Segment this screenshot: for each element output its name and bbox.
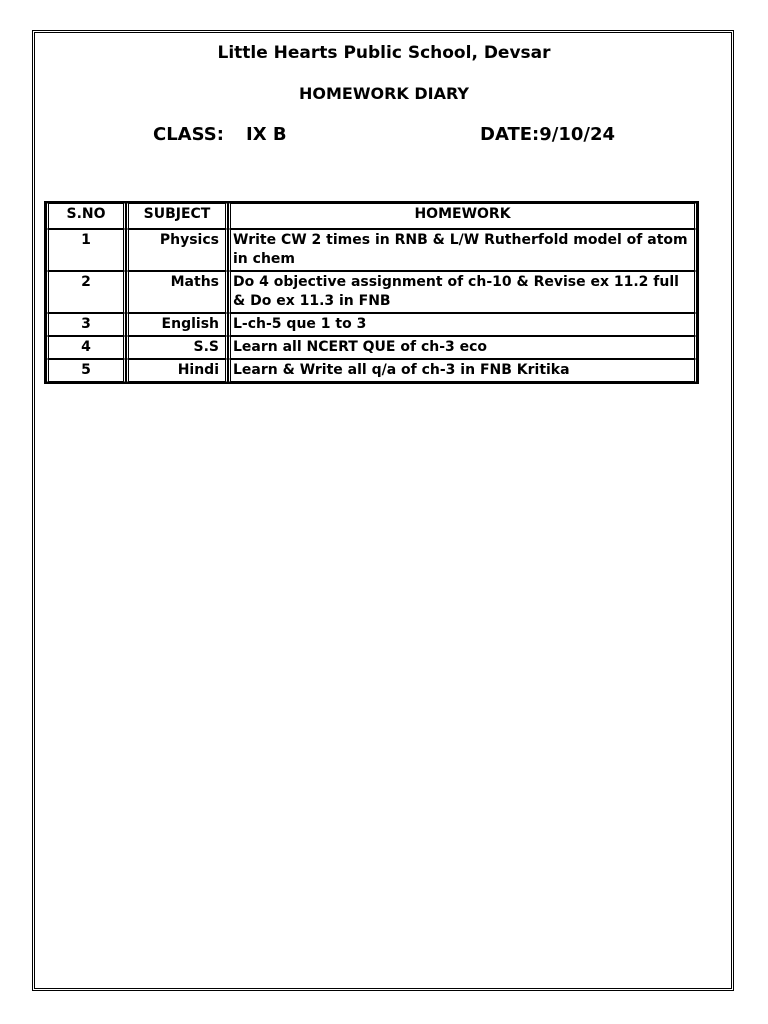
row-subject: S.S [126,336,228,359]
row-subject: English [126,313,228,336]
diary-title: HOMEWORK DIARY [298,84,470,103]
header-homework: HOMEWORK [228,203,697,229]
table-row [46,336,697,359]
row-subject: Physics [126,229,228,271]
row-sno: 4 [46,336,126,359]
table-row [46,359,697,382]
page-border [32,30,734,991]
class-value: IX B [246,124,287,145]
school-name: Little Hearts Public School, Devsar [217,43,551,63]
table-header-row [46,203,697,229]
row-subject: Hindi [126,359,228,382]
row-homework: L-ch-5 que 1 to 3 [228,313,697,336]
class-label: CLASS: [153,124,224,145]
row-homework: Learn & Write all q/a of ch-3 in FNB Kritika [228,359,697,382]
row-sno: 3 [46,313,126,336]
date-label: DATE:9/10/24 [480,124,616,145]
row-sno: 1 [46,229,126,271]
row-sno: 2 [46,271,126,313]
row-homework: Learn all NCERT QUE of ch-3 eco [228,336,697,359]
table-row [46,271,697,313]
row-homework: Do 4 objective assignment of ch-10 & Revise ex 11.2 full & Do ex 11.3 in FNB [228,271,697,313]
table-row [46,229,697,271]
row-sno: 5 [46,359,126,382]
table-row [46,313,697,336]
header-sno: S.NO [46,203,126,229]
header-subject: SUBJECT [126,203,228,229]
homework-table [44,201,699,384]
row-subject: Maths [126,271,228,313]
row-homework: Write CW 2 times in RNB & L/W Rutherfold model of atom in chem [228,229,697,271]
